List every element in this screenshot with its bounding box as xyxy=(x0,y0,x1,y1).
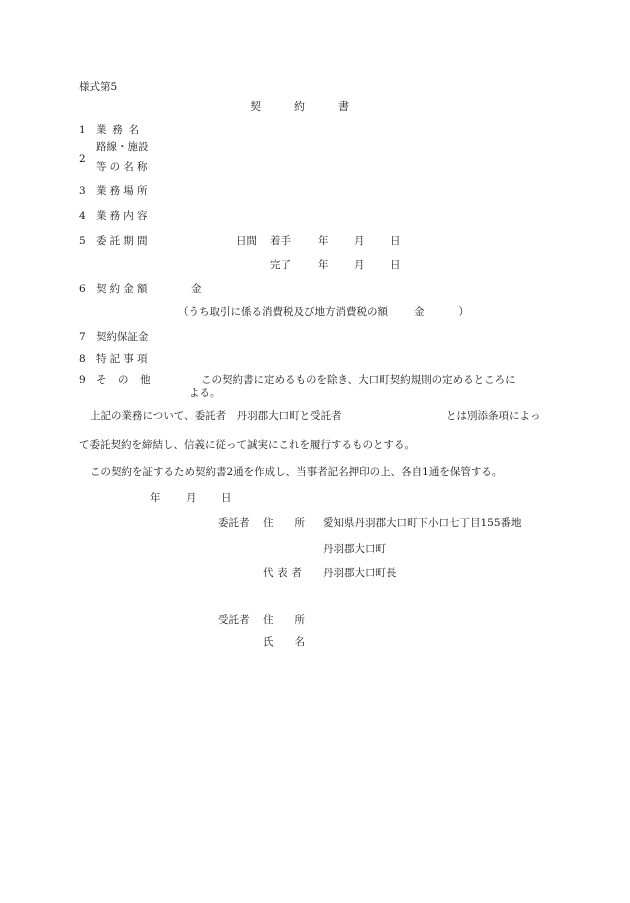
date-month: 月 xyxy=(186,492,197,504)
consignor-name: 丹羽郡大口町 xyxy=(323,543,386,555)
term-start-label: 着手 xyxy=(270,235,291,247)
tax-note-open: （うち取引に係る消費税及び地方消費税の額 xyxy=(178,306,388,318)
contract-amount-currency: 金 xyxy=(191,283,202,295)
term-end-label: 完了 xyxy=(270,259,291,271)
term-end-day: 日 xyxy=(390,259,401,271)
item-9-text-line1: この契約書に定めるものを除き、大口町契約規則の定めるところに xyxy=(201,374,516,386)
date-year: 年 xyxy=(150,492,161,504)
body-para1-b: とは別添条項によっ xyxy=(446,410,541,422)
consignee-address-label: 住 所 xyxy=(263,614,305,626)
term-end-month: 月 xyxy=(354,259,365,271)
consignor-rep: 丹羽郡大口町長 xyxy=(323,567,397,579)
consignor-role: 委託者 xyxy=(218,517,250,529)
item-2-number: 2 xyxy=(79,153,86,165)
body-para1-c: て委託契約を締結し、信義に従って誠実にこれを履行するものとする。 xyxy=(79,439,415,451)
consignee-role: 受託者 xyxy=(218,614,250,626)
term-end-year: 年 xyxy=(318,259,329,271)
item-2-label-line2: 等の名称 xyxy=(96,161,151,173)
item-9-text-line2: よる。 xyxy=(189,387,221,399)
item-1-number: 1 xyxy=(79,124,86,136)
consignor-address: 愛知県丹羽郡大口町下小口七丁目155番地 xyxy=(323,517,522,529)
item-6-label: 契約金額 xyxy=(96,283,151,295)
item-2-label-line1: 路線・施設 xyxy=(96,141,149,153)
tax-note xyxy=(178,306,469,319)
consignee-name-label: 氏 名 xyxy=(263,636,305,648)
item-1-label: 業務名 xyxy=(96,124,145,136)
item-7-label: 契約保証金 xyxy=(96,331,149,343)
body-para1-a: 上記の業務について、委託者 丹羽郡大口町と受託者 xyxy=(90,410,342,422)
item-3-number: 3 xyxy=(79,185,86,197)
item-4-number: 4 xyxy=(79,210,86,222)
item-6-number: 6 xyxy=(79,283,86,295)
term-start-month: 月 xyxy=(354,235,365,247)
item-7-number: 7 xyxy=(79,331,86,343)
form-label: 様式第5 xyxy=(79,81,118,93)
tax-note-close: ） xyxy=(458,306,469,318)
item-9-label: その他 xyxy=(96,374,163,386)
term-days-label: 日間 xyxy=(236,235,257,247)
item-3-label: 業務場所 xyxy=(96,185,151,197)
item-5-label: 委託期間 xyxy=(96,235,151,247)
term-start-year: 年 xyxy=(318,235,329,247)
page-title: 契 約 書 xyxy=(250,100,349,113)
consignor-address-label: 住 所 xyxy=(263,517,305,529)
item-5-number: 5 xyxy=(79,235,86,247)
date-day: 日 xyxy=(221,492,232,504)
item-8-label: 特記事項 xyxy=(96,353,151,365)
consignor-rep-label: 代表者 xyxy=(263,567,306,579)
item-8-number: 8 xyxy=(79,353,86,365)
term-start-day: 日 xyxy=(390,235,401,247)
tax-note-currency: 金 xyxy=(414,306,425,318)
body-para2: この契約を証するため契約書2通を作成し、当事者記名押印の上、各自1通を保管する。 xyxy=(90,466,503,478)
item-4-label: 業務内容 xyxy=(96,210,151,222)
item-9-number: 9 xyxy=(79,374,86,386)
